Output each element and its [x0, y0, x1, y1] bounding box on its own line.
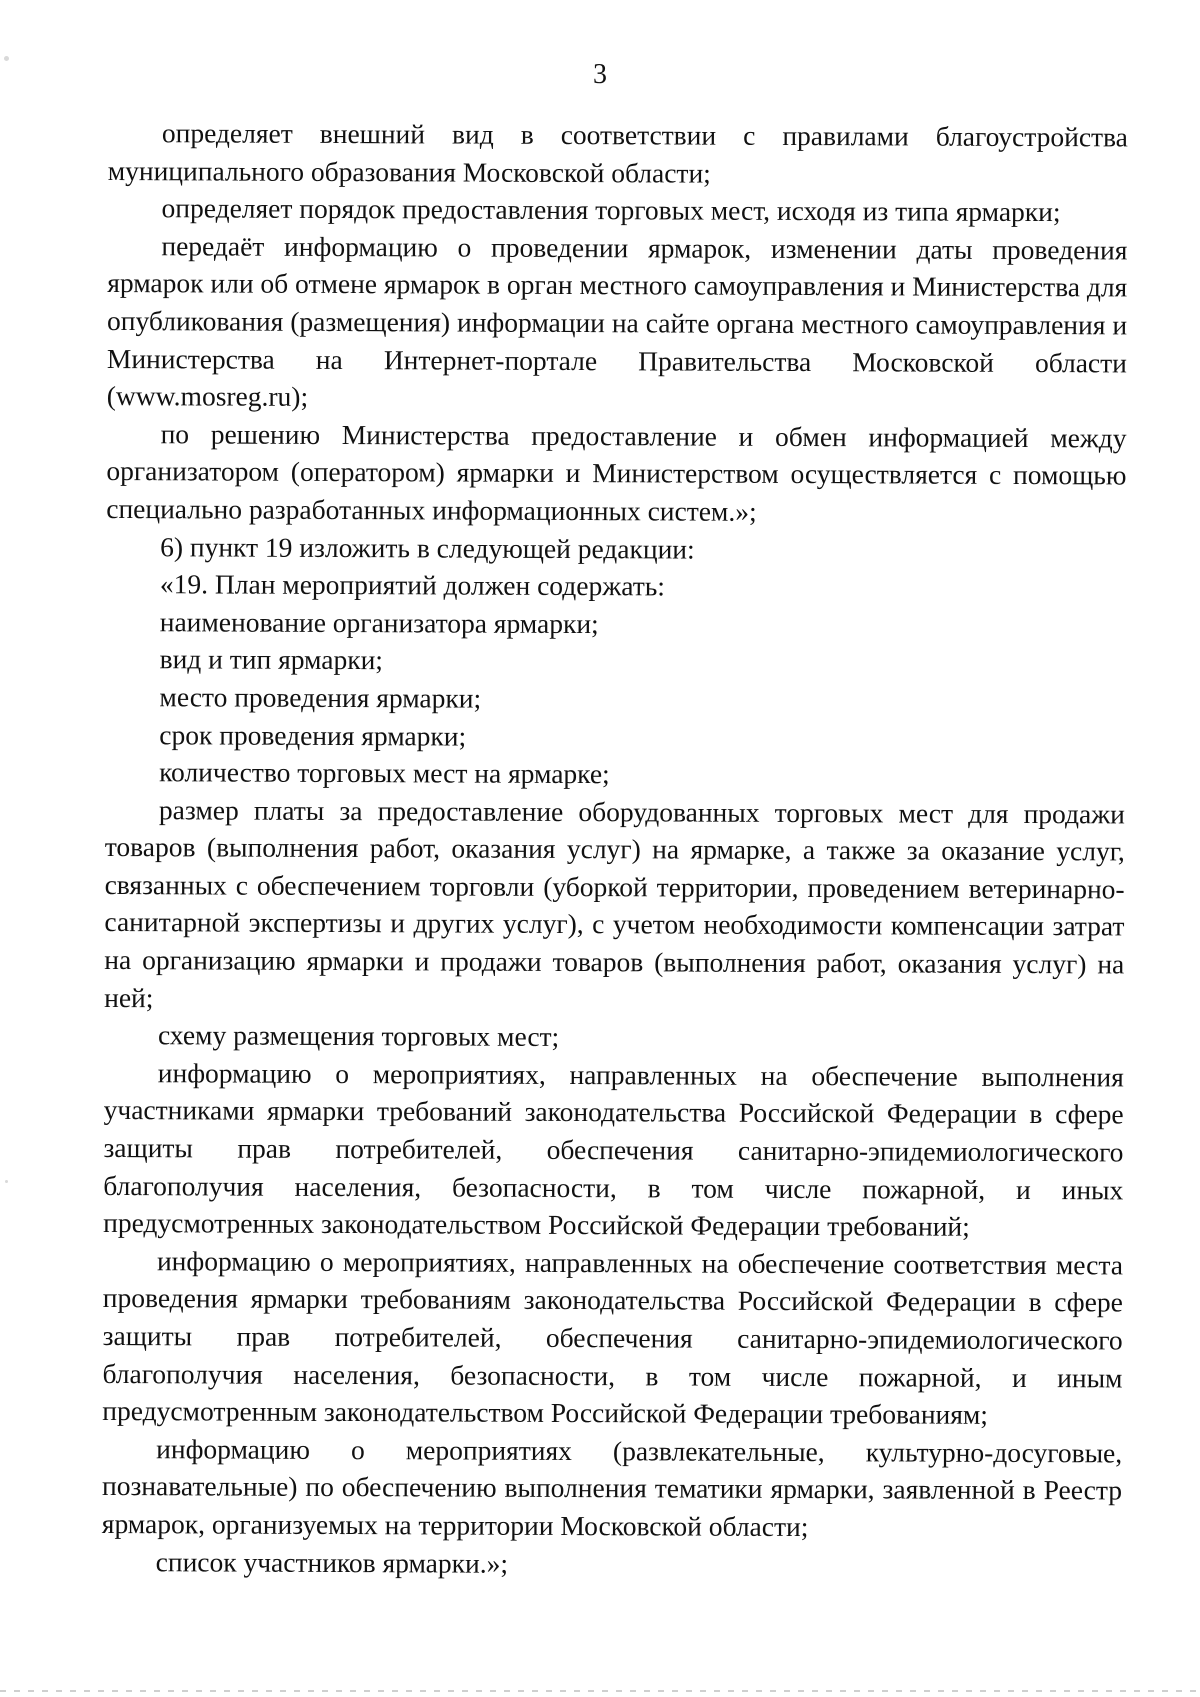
list-item-location: место проведения ярмарки;	[159, 681, 482, 714]
list-item-fee: размер платы за предоставление оборудованных торговых мест для продажи товаров (выполнения работ, оказания услуг) на ярмарке, а также за оказание услуг, связанных с обеспечением торговли (уборкой территории, проведением ветеринарно-санитарной экспертизы и других услуг), с учетом необходимости компенсации затрат на организацию ярмарки и продажи товаров (выполнения работ, оказания услуг) на ней;	[104, 793, 1126, 1013]
list-item-participant-requirements: информацию о мероприятиях, направленных на обеспечение выполнения участниками ярмарки требований законодательства Российской Федерации в сфере защиты прав потребителей, обеспечения санитарно-эпидемиологического благополучия населения, безопасности, в том числе пожарной, и иных предусмотренных законодательством Российской Федерации требований;	[103, 1057, 1124, 1242]
scan-bottom-edge	[0, 1690, 1200, 1692]
scan-speck	[4, 56, 9, 61]
paragraph-trading-places-order: определяет порядок предоставления торговых мест, исходя из типа ярмарки;	[161, 192, 1061, 228]
paragraph-information-systems: по решению Министерства предоставление и обмен информацией между организатором (оператором) ярмарки и Министерством осуществляется с помощью специально разработанных информационных систем.»;	[106, 417, 1127, 527]
list-item-places-count: количество торговых мест на ярмарке;	[159, 756, 610, 790]
paragraph-item-6: 6) пункт 19 изложить в следующей редакции:	[160, 530, 695, 565]
list-item-participants-list: список участников ярмарки.»;	[155, 1545, 509, 1579]
list-item-venue-requirements: информацию о мероприятиях, направленных на обеспечение соответствия места проведения ярмарки требованиям законодательства Российской Федерации в сфере защиты прав потребителей, обеспечения санитарно-эпидемиологического благополучия населения, безопасности, в том числе пожарной, и иным предусмотренным законодательством Российской Федерации требованиям;	[102, 1245, 1124, 1431]
list-item-organizer: наименование организатора ярмарки;	[159, 605, 599, 639]
page-number: 3	[593, 59, 607, 90]
list-item-layout-scheme: схему размещения торговых мест;	[157, 1019, 560, 1053]
scan-speck	[5, 1180, 8, 1183]
list-item-fair-kind: вид и тип ярмарки;	[159, 643, 384, 676]
paragraph-appearance: определяет внешний вид в соответствии с правилами благоустройства муниципального образования Московской области;	[107, 117, 1128, 189]
list-item-term: срок проведения ярмарки;	[159, 718, 467, 752]
paragraph-plan-intro: «19. План мероприятий должен содержать:	[159, 568, 666, 602]
document-body	[102, 114, 1128, 1585]
list-item-events: информацию о мероприятиях (развлекательные, культурно-досуговые, познавательные) по обеспечению выполнения тематики ярмарки, заявленной в Реестр ярмарок, организуемых на территории Московской области;	[101, 1433, 1123, 1543]
paragraph-information-transfer: передаёт информацию о проведении ярмарок, изменении даты проведения ярмарок или об отмене ярмарок в орган местного самоуправления и Министерства для опубликования (размещения) информации на сайте органа местного самоуправления и Министерства на Интернет-портале Правительства Московской области (www.mosreg.ru);	[106, 230, 1128, 413]
